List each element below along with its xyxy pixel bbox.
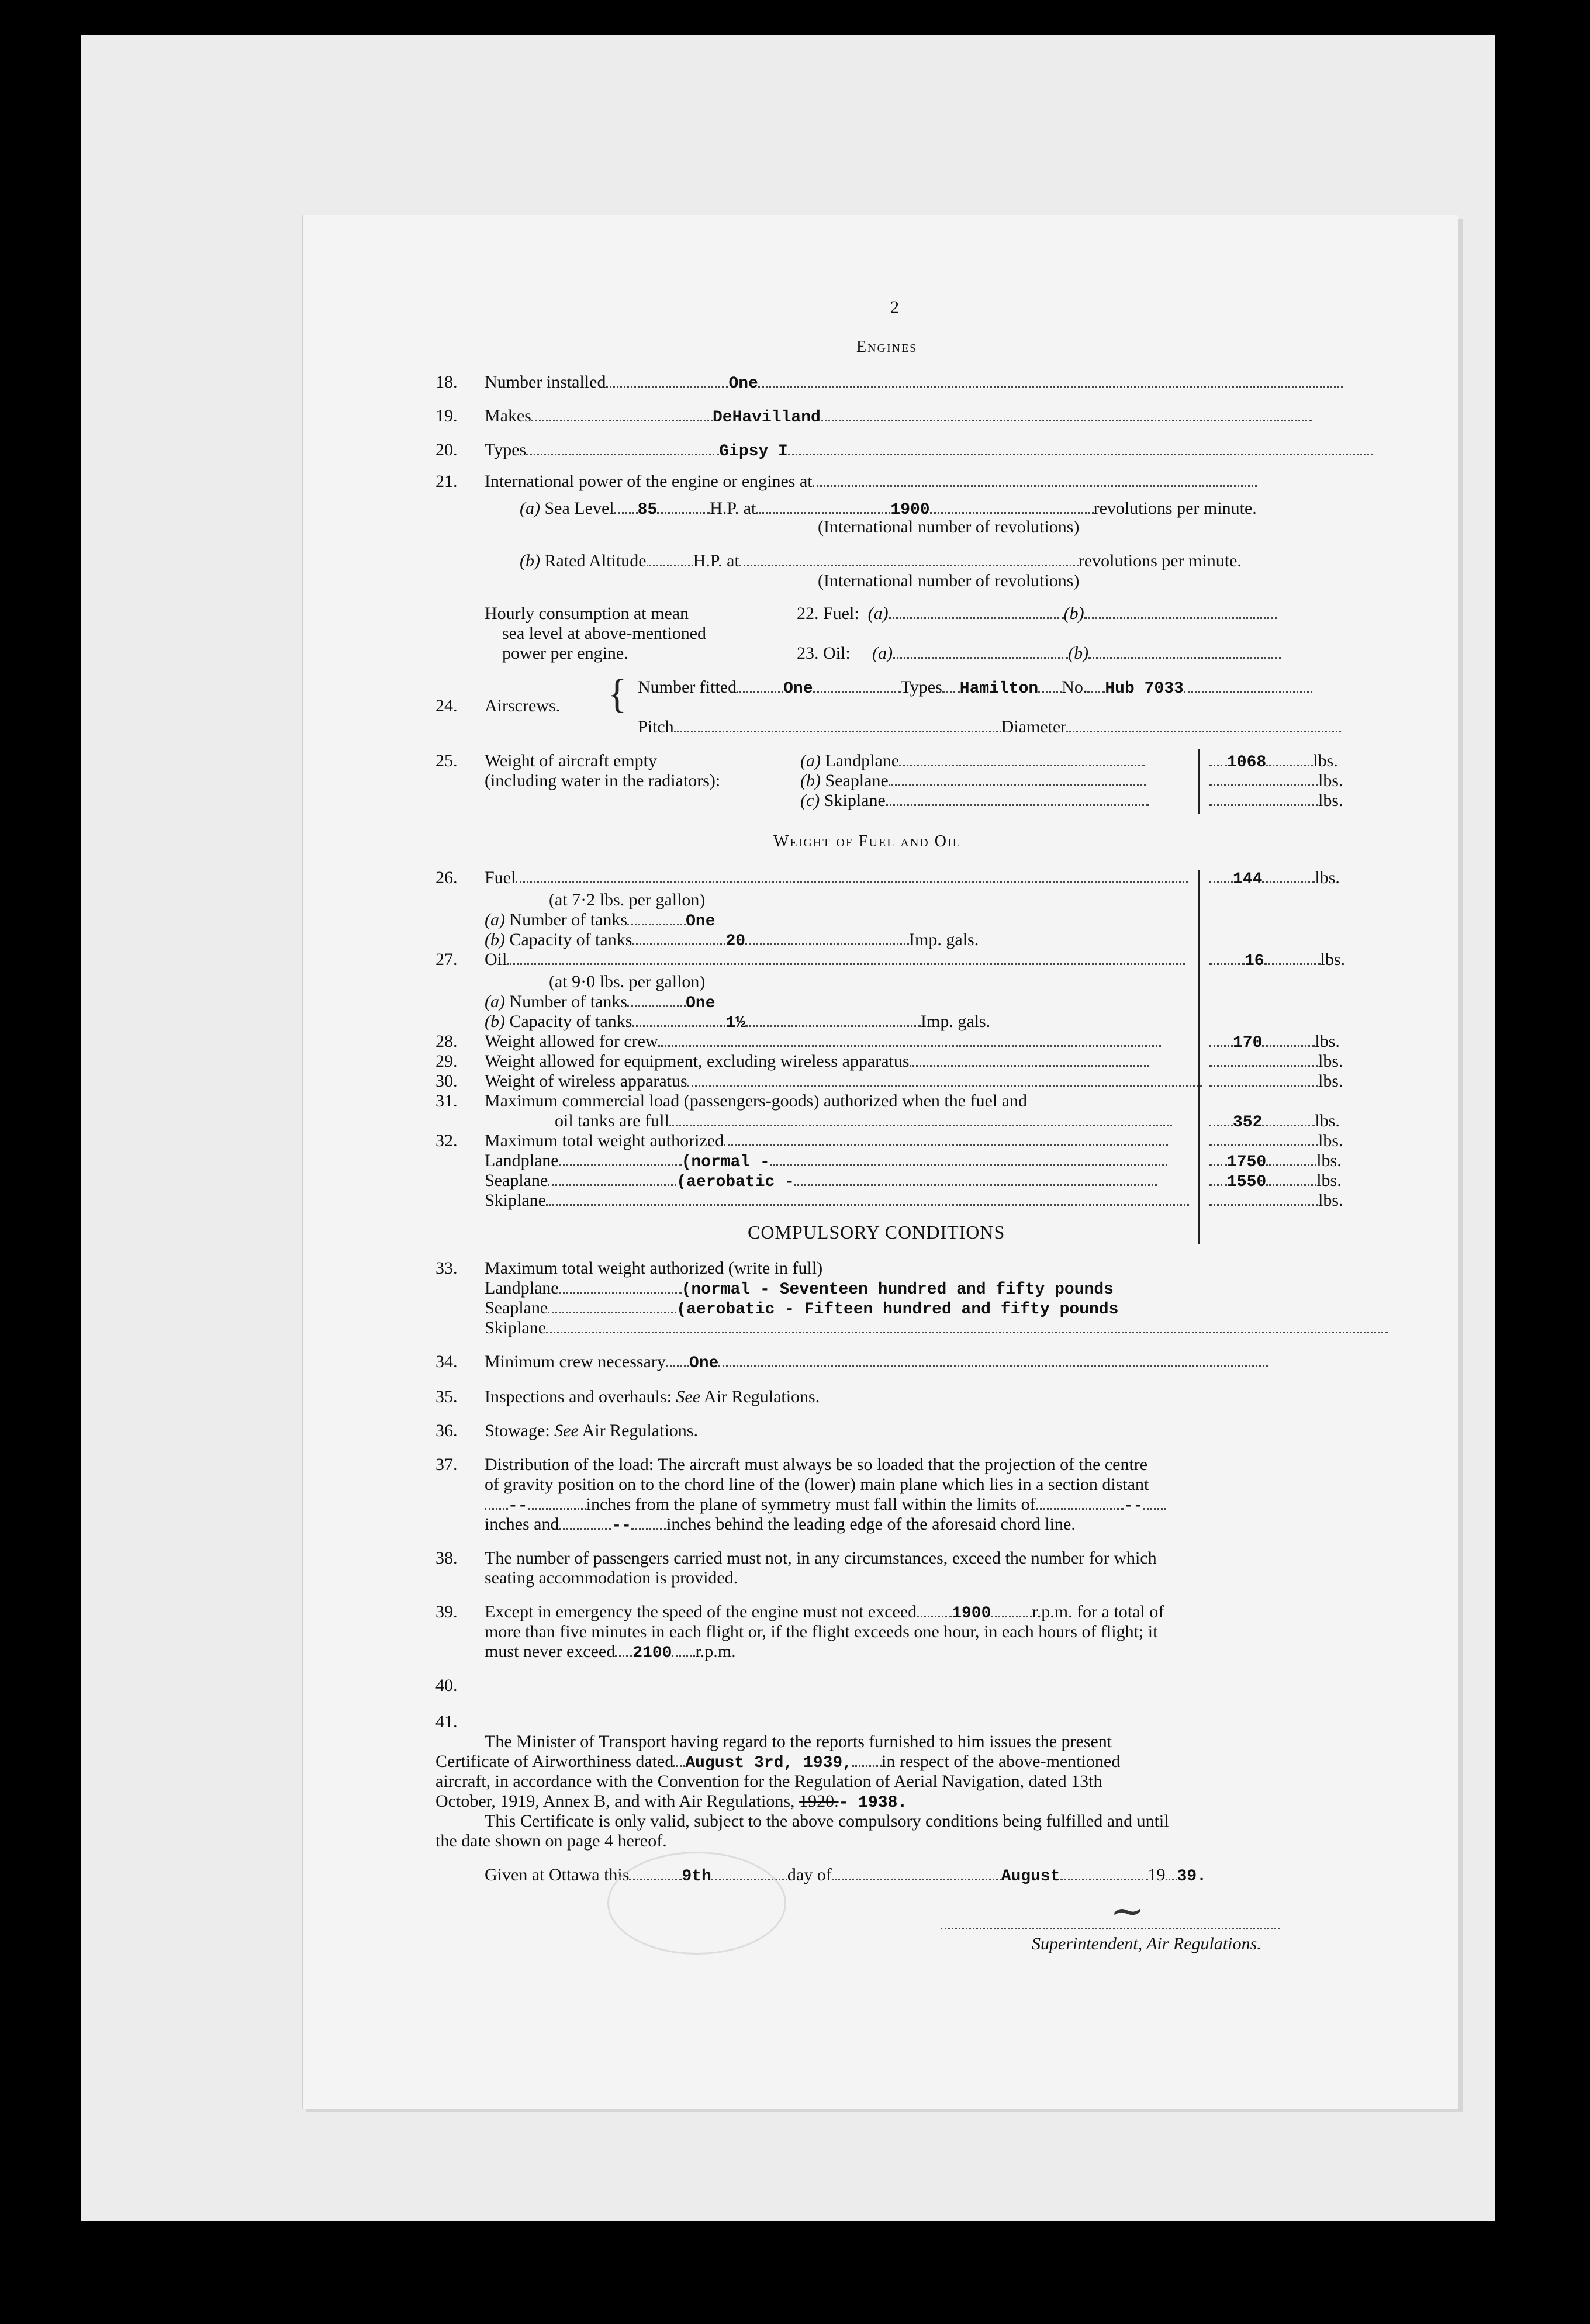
item20-row — [485, 440, 1373, 462]
lbs-unit: lbs. — [1318, 1071, 1343, 1091]
item27-capacity-value: 1½ — [725, 1014, 746, 1032]
item32-label: Maximum total weight authorized — [485, 1131, 724, 1150]
item-number: 30. — [435, 1071, 458, 1091]
given-day-of: day of — [787, 1865, 832, 1884]
item22-a: (a) — [867, 604, 889, 623]
item18-row — [485, 372, 1343, 395]
item39-rpm1: 1900 — [952, 1604, 991, 1623]
lbs-unit: lbs. — [1318, 791, 1343, 810]
item25-line2: (including water in the radiators): — [485, 771, 721, 790]
item24-pitch: Pitch — [638, 717, 674, 736]
given-year-prefix: 19 — [1147, 1865, 1166, 1884]
item23-b: (b) — [1068, 644, 1089, 663]
item25-seaplane-row — [800, 770, 1146, 791]
item31-line1: Maximum commercial load (passengers-goods) authorized when the fuel and — [485, 1091, 1028, 1111]
item37-line4b: inches behind the leading edge of the aforesaid chord line. — [666, 1514, 1076, 1534]
item21-row — [485, 471, 1257, 492]
item32-row — [485, 1130, 1168, 1151]
item36-label: Stowage: — [485, 1421, 550, 1440]
item21a-text: Sea Level — [544, 499, 614, 518]
item-number: 37. — [435, 1455, 458, 1474]
item32-sea-value: 1550 — [1227, 1173, 1267, 1191]
hourly-line3: power per engine. — [502, 644, 628, 663]
item-number: 26. — [435, 868, 458, 887]
item35-label: Inspections and overhauls: — [485, 1387, 672, 1406]
fuel-oil-heading: Weight of Fuel and Oil — [773, 832, 961, 850]
item25-skiplane: Skiplane — [824, 791, 886, 810]
item37-line1: Distribution of the load: The aircraft must always be so loaded that the projection of the centre — [485, 1455, 1148, 1474]
item-number: 32. — [435, 1131, 458, 1150]
item36-tail: Air Regulations. — [582, 1421, 698, 1440]
item-number: 24. — [435, 696, 458, 715]
item31-value: 352 — [1233, 1113, 1263, 1132]
item27-label: Oil — [485, 950, 507, 969]
item33-landplane: Landplane — [485, 1278, 559, 1298]
item-number: 40. — [435, 1676, 458, 1695]
item41-line1: The Minister of Transport having regard to the reports furnished to him issues the present — [485, 1732, 1112, 1751]
item34-row — [485, 1351, 1268, 1374]
item21a-letter: (a) — [520, 499, 540, 518]
item21-label: International power of the engine or engines at — [485, 472, 813, 491]
item23-number: 23. — [797, 644, 819, 663]
item25-c: (c) — [800, 791, 820, 810]
given-year: 39. — [1177, 1868, 1207, 1886]
item39-line3a: must never exceed — [485, 1642, 616, 1661]
item41-year: - 1938. — [838, 1794, 908, 1812]
item25-landplane-row — [800, 751, 1145, 772]
item20-label: Types — [485, 440, 527, 459]
item28-value: 170 — [1233, 1034, 1263, 1052]
item38-line1: The number of passengers carried must not, in any circumstances, exceed the number for which — [485, 1548, 1157, 1568]
item21a-note: (International number of revolutions) — [818, 517, 1080, 537]
item25-landplane-value: 1068 — [1227, 753, 1267, 772]
signature-mark: ~ — [1110, 1887, 1145, 1935]
item26-a: (a) — [485, 910, 505, 929]
item32-skiplane: Skiplane — [485, 1191, 546, 1210]
item21a-hp-at: H.P. at — [710, 499, 756, 518]
lbs-unit: lbs. — [1318, 771, 1343, 790]
item41-line3: aircraft, in accordance with the Convention for the Regulation of Aerial Navigation, dated 13th — [435, 1772, 1102, 1791]
item22-fuel: Fuel: — [823, 604, 859, 623]
item26-tanks-value: One — [686, 912, 716, 931]
certificate-page — [302, 215, 1458, 2109]
item32-aerobatic: (aerobatic - — [676, 1173, 794, 1191]
item27-b: (b) — [485, 1012, 505, 1031]
item31-line2-row — [555, 1111, 1172, 1132]
item-number: 28. — [435, 1032, 458, 1051]
item24-label: Airscrews. — [485, 696, 561, 715]
item32-ski-lbs — [1209, 1190, 1343, 1211]
column-rule — [1198, 870, 1200, 1244]
item35-see: See — [676, 1387, 701, 1406]
item26-lbs — [1209, 867, 1340, 890]
item32-landplane: Landplane — [485, 1151, 559, 1170]
item41-line2b: in respect of the above-mentioned — [882, 1752, 1121, 1771]
item32-land-value: 1750 — [1227, 1153, 1267, 1171]
lbs-unit: lbs. — [1320, 950, 1346, 969]
item27-tanks: Number of tanks — [509, 992, 628, 1011]
item26-capacity: Capacity of tanks — [509, 930, 632, 949]
item35-row — [485, 1386, 820, 1407]
item37-dash2: -- — [1123, 1497, 1143, 1515]
item27-a: (a) — [485, 992, 505, 1011]
item27-rate: (at 9·0 lbs. per gallon) — [549, 972, 706, 991]
hourly-line1: Hourly consumption at mean — [485, 604, 689, 623]
item32-lbs — [1209, 1130, 1343, 1151]
item24-types-value: Hamilton — [959, 680, 1039, 698]
engines-heading: Engines — [856, 338, 918, 356]
column-rule — [1198, 749, 1200, 814]
item34-value: One — [689, 1354, 719, 1372]
item19-value: DeHavilland — [712, 409, 821, 427]
item33-seaplane: Seaplane — [485, 1298, 548, 1317]
page-number: 2 — [890, 298, 899, 317]
item-number: 34. — [435, 1352, 458, 1371]
item36-row — [485, 1420, 698, 1441]
item-number: 27. — [435, 950, 458, 969]
item27-lbs — [1209, 949, 1345, 972]
item21b-hp-at: H.P. at — [693, 551, 739, 570]
item21b-letter: (b) — [520, 551, 540, 570]
item33-normal: (normal - Seventeen hundred and fifty pounds — [681, 1281, 1114, 1299]
airscrew-brace: { — [607, 672, 627, 717]
item-number: 29. — [435, 1052, 458, 1071]
lbs-unit: lbs. — [1315, 1032, 1340, 1051]
given-day: 9th — [682, 1868, 711, 1886]
item24-number-fitted-value: One — [783, 680, 813, 698]
item24-no-value: Hub 7033 — [1105, 680, 1184, 698]
item26-imp: Imp. gals. — [909, 930, 979, 949]
item22-number: 22. — [797, 604, 819, 623]
item25-lbs-row3 — [1209, 790, 1343, 811]
item25-a: (a) — [800, 751, 821, 770]
item-number: 21. — [435, 472, 458, 491]
item39-line2: more than five minutes in each flight or, if the flight exceeds one hour, in each hours of flight; it — [485, 1622, 1158, 1641]
item39-line3b: r.p.m. — [695, 1642, 736, 1661]
item21a-hp: 85 — [637, 501, 658, 519]
item19-row — [485, 406, 1312, 428]
item39-line1a: Except in emergency the speed of the engine must not exceed — [485, 1602, 917, 1621]
given-month: August — [1001, 1868, 1060, 1886]
item24-row1 — [638, 677, 1312, 700]
item-number: 39. — [435, 1602, 458, 1621]
item19-label: Makes — [485, 406, 531, 426]
item28-row — [485, 1031, 1161, 1052]
item-number: 36. — [435, 1421, 458, 1440]
item33-ski-row — [485, 1317, 1388, 1339]
item41-line2a: Certificate of Airworthiness dated — [435, 1752, 674, 1771]
item24-row2 — [638, 717, 1341, 738]
item39-line1b: r.p.m. for a total of — [1032, 1602, 1164, 1621]
item27-value: 16 — [1245, 952, 1264, 970]
item26-capacity-value: 20 — [725, 932, 746, 950]
lbs-unit: lbs. — [1316, 1171, 1342, 1190]
item29-lbs — [1209, 1051, 1343, 1072]
item24-no: No. — [1062, 677, 1088, 697]
item25-seaplane: Seaplane — [825, 771, 889, 790]
item27-capacity: Capacity of tanks — [509, 1012, 632, 1031]
item23-row — [797, 643, 1281, 664]
item26-rate: (at 7·2 lbs. per gallon) — [549, 890, 706, 909]
item26-label: Fuel — [485, 868, 516, 887]
item25-line1: Weight of aircraft empty — [485, 751, 657, 770]
given-text: Given at Ottawa this — [485, 1865, 630, 1884]
item25-lbs-row2 — [1209, 770, 1343, 791]
item39-rpm2: 2100 — [632, 1644, 672, 1662]
item41-line6: the date shown on page 4 hereof. — [435, 1831, 667, 1851]
item32-normal: (normal - — [681, 1153, 770, 1171]
item31-line2: oil tanks are full — [555, 1111, 669, 1130]
item37-line4a: inches and — [485, 1514, 559, 1534]
lbs-unit: lbs. — [1315, 1111, 1340, 1130]
item30-label: Weight of wireless apparatus — [485, 1071, 687, 1091]
item24-types: Types — [900, 677, 942, 697]
lbs-unit: lbs. — [1316, 1151, 1342, 1170]
item33-label: Maximum total weight authorized (write in full) — [485, 1258, 823, 1278]
item24-diameter: Diameter — [1001, 717, 1067, 736]
faint-seal — [607, 1852, 786, 1955]
item24-number-fitted: Number fitted — [638, 677, 737, 697]
item32-ski-row — [485, 1190, 1189, 1211]
item27-tanks-value: One — [686, 994, 716, 1012]
item36-see: See — [554, 1421, 579, 1440]
lbs-unit: lbs. — [1313, 751, 1338, 770]
item26-b: (b) — [485, 930, 505, 949]
item-number: 19. — [435, 406, 458, 426]
item37-dash1: -- — [508, 1497, 528, 1515]
item-number: 18. — [435, 372, 458, 392]
item37-dash3: -- — [611, 1517, 632, 1535]
hourly-line2: sea level at above-mentioned — [502, 624, 707, 643]
item39-line3-row — [485, 1641, 736, 1664]
item37-line2: of gravity position on to the chord line of the (lower) main plane which lies in a section distant — [485, 1475, 1149, 1494]
item26-row — [485, 867, 1188, 888]
item26-tanks: Number of tanks — [509, 910, 628, 929]
item35-tail: Air Regulations. — [703, 1387, 820, 1406]
item23-a: (a) — [872, 644, 893, 663]
given-row — [485, 1865, 1207, 1887]
item25-skiplane-row — [800, 790, 1149, 811]
item22-b: (b) — [1063, 604, 1084, 623]
item21a-rev: revolutions per minute. — [1093, 499, 1257, 518]
item29-label: Weight allowed for equipment, excluding wireless apparatus — [485, 1052, 910, 1071]
item33-aerobatic: (aerobatic - Fifteen hundred and fifty pounds — [676, 1301, 1119, 1319]
item37-line4-row — [485, 1514, 1076, 1537]
item21b-row — [520, 551, 1242, 572]
item-number: 20. — [435, 440, 458, 459]
item21b-text: Rated Altitude — [544, 551, 647, 570]
item26-value: 144 — [1233, 870, 1263, 888]
item21a-rpm: 1900 — [890, 501, 930, 519]
lbs-unit: lbs. — [1315, 868, 1340, 887]
lbs-unit: lbs. — [1318, 1052, 1343, 1071]
item27-imp: Imp. gals. — [921, 1012, 991, 1031]
item29-row — [485, 1051, 1149, 1072]
item41-line5: This Certificate is only valid, subject to the above compulsory conditions being fulfilled and until — [485, 1811, 1169, 1831]
item41-struck: 1920. — [799, 1792, 839, 1811]
lbs-unit: lbs. — [1318, 1191, 1343, 1210]
item28-label: Weight allowed for crew — [485, 1032, 658, 1051]
item21b-note: (International number of revolutions) — [818, 571, 1080, 590]
item30-lbs — [1209, 1071, 1343, 1092]
item-number: 31. — [435, 1091, 458, 1111]
item25-landplane: Landplane — [825, 751, 900, 770]
item33-skiplane: Skiplane — [485, 1318, 546, 1337]
item23-oil: Oil: — [823, 644, 851, 663]
item25-b: (b) — [800, 771, 821, 790]
item-number: 41. — [435, 1712, 458, 1731]
item18-value: One — [728, 375, 758, 393]
item-number: 35. — [435, 1387, 458, 1406]
compulsory-heading: COMPULSORY CONDITIONS — [748, 1222, 1005, 1243]
item41-line4a: October, 1919, Annex B, and with Air Regulations, — [435, 1792, 795, 1811]
lbs-unit: lbs. — [1318, 1131, 1343, 1150]
item-number: 25. — [435, 751, 458, 770]
item34-label: Minimum crew necessary — [485, 1352, 666, 1371]
item30-row — [485, 1071, 1202, 1092]
signature-title: Superintendent, Air Regulations. — [1032, 1934, 1261, 1953]
item37-line3: inches from the plane of symmetry must fall within the limits of — [586, 1495, 1036, 1514]
item22-row — [797, 603, 1277, 624]
item-number: 38. — [435, 1548, 458, 1568]
item18-label: Number installed — [485, 372, 606, 392]
item-number: 33. — [435, 1258, 458, 1278]
item38-line2: seating accommodation is provided. — [485, 1568, 738, 1588]
item21b-rev: revolutions per minute. — [1078, 551, 1242, 570]
item41-date: August 3rd, 1939, — [685, 1754, 853, 1772]
item20-value: Gipsy I — [719, 442, 788, 461]
item27-row — [485, 949, 1185, 970]
item32-seaplane: Seaplane — [485, 1171, 548, 1190]
